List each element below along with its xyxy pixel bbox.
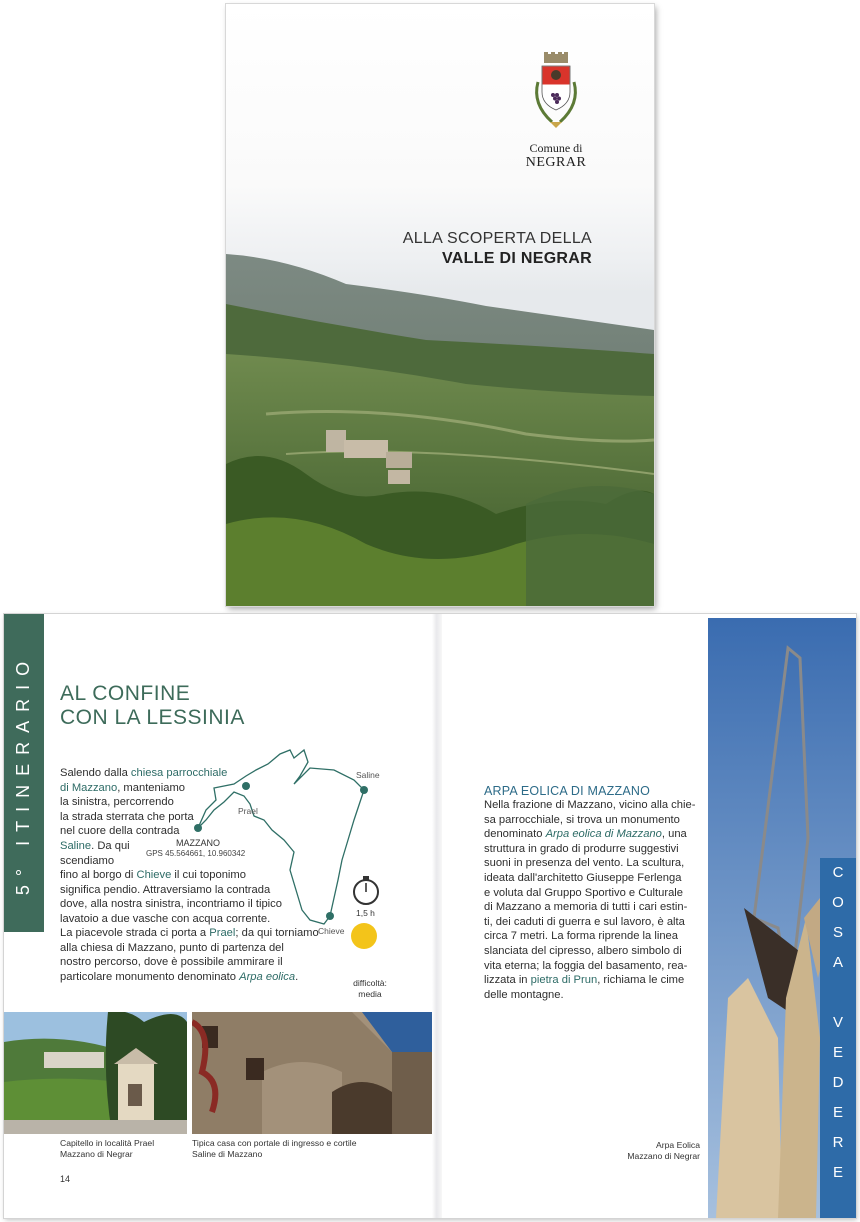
arpa-text-line: ideata dall'architetto Giuseppe Ferlenga (484, 871, 682, 884)
link-chiesa-parrocchiale: chiesa parrocchiale (130, 767, 228, 779)
itinerary-title-line-1: AL CONFINE (60, 682, 191, 705)
arpa-text-line: vita eterna; la foggia del basamento, rea- (484, 959, 688, 972)
map-label-saline: Saline (356, 770, 380, 780)
arpa-eolica-caption: Arpa Eolica Mazzano di Negrar (627, 1140, 700, 1161)
page-spine (432, 614, 442, 1218)
map-point-chieve (326, 912, 334, 920)
cosa-vedere-letter: R (832, 1134, 844, 1151)
cosa-vedere-letter: S (832, 924, 843, 941)
arpa-text-line: circa 7 metri. La forma riprende la linea (484, 930, 679, 943)
link-prael: Prael (209, 927, 236, 939)
arpa-text-line: di Mazzano a memoria di tutti i cari estin- (484, 901, 688, 914)
stopwatch-icon (354, 876, 378, 904)
map-label-chieve: Chieve (318, 926, 345, 936)
cosa-vedere-letter: D (832, 1074, 844, 1091)
arpa-text-line: Nella frazione di Mazzano, vicino alla chie- (484, 799, 696, 811)
arpa-text-line: suoni in presenza del vento. La scultura, (484, 857, 685, 870)
arpa-text-line: e voluta dal Gruppo Sportivo e Culturale (484, 886, 684, 899)
arpa-text-line: ti, dei caduti di guerra e sul lavoro, è alta (484, 915, 685, 928)
map-gps: GPS 45.564661, 10.960342 (146, 849, 246, 858)
itinerary-title-line-2: CON LA LESSINIA (60, 706, 245, 729)
arpa-text-line: slanciata del cipresso, albero simbolo di (484, 944, 682, 957)
cosa-vedere-letter: O (832, 894, 844, 911)
difficulty-label-line-1: difficoltà: (353, 978, 387, 988)
cosa-vedere-letter: A (832, 954, 843, 971)
arpa-eolica-text (484, 798, 700, 1002)
arpa-text-line: denominato Arpa eolica di Mazzano, una (484, 828, 687, 841)
itinerary-paragraph-2: La piacevole strada ci porta a Prael; da qui torniamo alla chiesa di Mazzano, punto di partenza del nostro percorso, dove è possibile ammirare il particolare monumento denominato Arpa eolica. (60, 927, 319, 983)
municipality-prefix: Comune di (529, 141, 583, 155)
arpa-text-line: struttura in grado di produrre suggestivi (484, 842, 679, 855)
photo-1-caption: Capitello in località Prael Mazzano di Negrar (60, 1138, 155, 1159)
map-label-prael: Prael (238, 806, 258, 816)
duration-label: 1,5 h (356, 908, 375, 918)
page-number: 14 (60, 1174, 71, 1184)
link-saline: Saline (60, 839, 92, 852)
arpa-eolica-heading: ARPA EOLICA DI MAZZANO (484, 784, 651, 798)
difficulty-label-line-2: media (358, 989, 382, 999)
cosa-vedere-letter: E (832, 1164, 843, 1181)
brochure-spread (4, 614, 856, 1218)
map-point-saline (360, 786, 368, 794)
cover-landscape-photo (226, 244, 654, 606)
itinerary-paragraph-1: Salendo dalla chiesa parrocchiale di Mazzano, manteniamo la sinistra, percorrendo la strada sterrata che porta nel cuore della contrada Saline. Da qui scendiamo fino al borgo di Chieve il cui toponimo significa pendio. Attraversiamo la contrada dove, alla nostra sinistra, incontriamo il tipico lavatoio a due vasche con acqua corrente. (60, 767, 282, 925)
cosa-vedere-letter: V (832, 1014, 843, 1031)
cosa-vedere-letter: E (832, 1044, 843, 1061)
difficulty-dot-icon (351, 923, 377, 949)
brochure-cover (226, 4, 654, 606)
arpa-text-line: delle montagne. (484, 988, 564, 1001)
link-chieve: Chieve (136, 869, 172, 882)
itinerary-section-label: 5° ITINERARIO (13, 652, 33, 896)
em-arpa-eolica-di-mazzano: Arpa eolica di Mazzano (545, 828, 662, 841)
link-pietra-di-prun: pietra di Prun (530, 974, 598, 987)
cosa-vedere-letter: E (832, 1104, 843, 1121)
link-arpa-eolica: Arpa eolica (239, 970, 296, 983)
cover-title-line-2: VALLE DI NEGRAR (442, 250, 592, 267)
photo-2-caption: Tipica casa con portale di ingresso e cortile Saline di Mazzano (192, 1138, 357, 1159)
cover-title-line-1: ALLA SCOPERTA DELLA (402, 230, 592, 247)
municipality-name: NEGRAR (525, 155, 587, 170)
map-label-mazzano: MAZZANO (176, 838, 220, 848)
difficulty-label (340, 978, 400, 1000)
photo-capitello-prael (4, 1012, 187, 1134)
arpa-text-line: lizzata in pietra di Prun, richiama le cime (484, 974, 685, 987)
municipal-crest-icon (526, 52, 586, 138)
arpa-text-line: sa parrocchiale, si trova un monumento (484, 813, 680, 826)
cosa-vedere-letter: C (832, 864, 844, 881)
photo-casa-saline (192, 1012, 432, 1134)
